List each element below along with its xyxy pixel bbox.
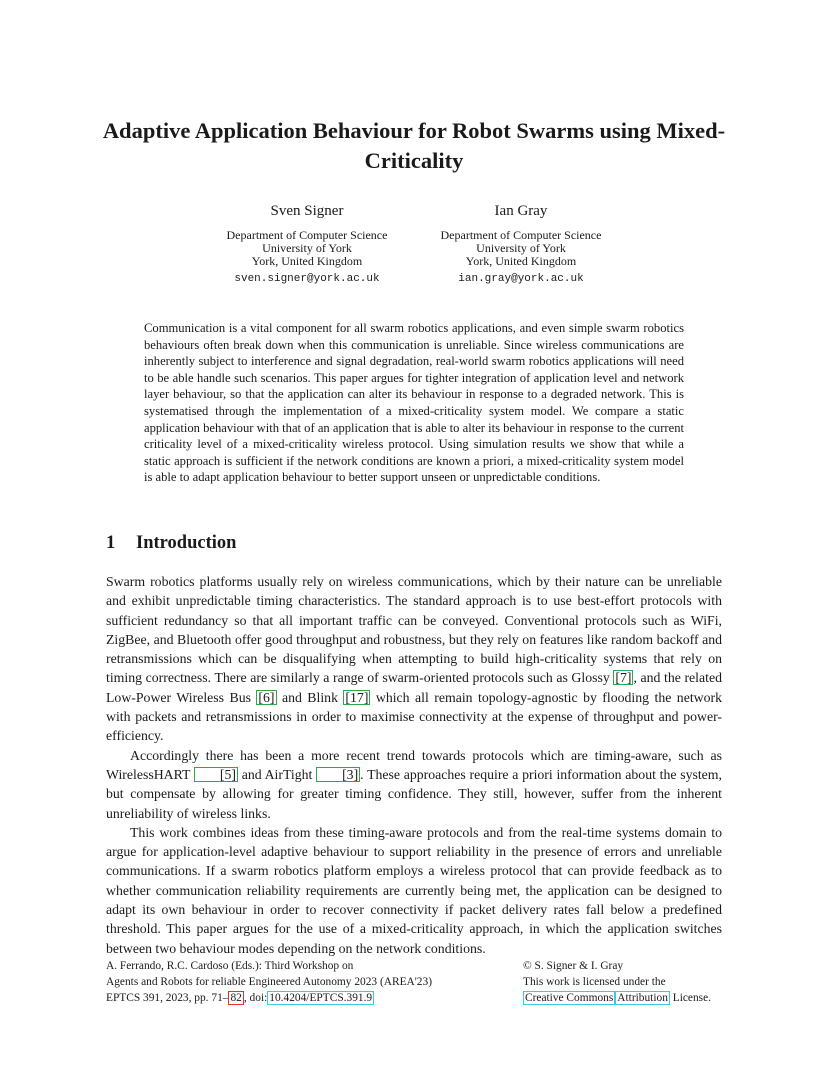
paragraph-text: Accordingly there has been a more recent trend towards protocols which are timing-aware, such as WirelessHART <box>106 747 722 782</box>
footer-publication-info <box>106 958 506 1007</box>
author-block-1 <box>197 201 417 286</box>
paragraph-text: . These approaches require a priori information about the system, but compensate by allowing for greater timing confidence. They still, however, suffer from the inherent unreliability of wireless links. <box>106 766 722 821</box>
citation-link[interactable]: [3] <box>316 767 360 782</box>
author-location: York, United Kingdom <box>465 254 577 268</box>
author-department: Department of Computer Science <box>440 228 602 242</box>
author-name: Sven Signer <box>270 203 344 219</box>
attribution-link[interactable]: Attribution <box>617 992 668 1005</box>
paragraph-text: , and the related Low-Power Wireless Bus <box>106 670 722 705</box>
license-suffix: License. <box>669 992 712 1005</box>
paragraph-text: and Blink <box>276 689 344 705</box>
author-email: ian.gray@york.ac.uk <box>458 273 584 285</box>
section-body <box>106 572 722 958</box>
section-title: Introduction <box>136 533 237 553</box>
author-block-2 <box>411 201 631 286</box>
footer-editors: A. Ferrando, R.C. Cardoso (Eds.): Third Workshop on <box>106 960 354 972</box>
section-number: 1 <box>106 533 116 553</box>
footer-license-info <box>523 958 743 1007</box>
footer-workshop: Agents and Robots for reliable Engineered Autonomy 2023 (AREA'23) <box>106 976 432 989</box>
paragraph-1 <box>106 572 722 746</box>
paragraph-3: This work combines ideas from these timing-aware protocols and from the real-time systems domain to argue for application-level adaptive behaviour to support reliability in the presence of errors and unreliable communications. If a swarm robotics platform employs a wireless protocol that can provide feedback as to whether communication reliability requirements are currently being met, the application can be designed to adapt its own behaviour in order to recover connectivity if packet delivery rates fall below a predefined threshold. This paper argues for the use of a mixed-criticality approach, in which the application switches between two behaviour modes depending on the network conditions. <box>106 824 722 956</box>
author-email: sven.signer@york.ac.uk <box>234 273 380 285</box>
author-department: Department of Computer Science <box>226 228 388 242</box>
citation-link[interactable]: [17] <box>345 689 369 705</box>
paragraph-text: which all remain topology-agnostic by flooding the network with packets and retransmissions in order to maximise connectivity at the expense of throughput and power-efficiency. <box>106 689 723 744</box>
paragraph-text: and AirTight <box>238 766 317 782</box>
paragraph-2 <box>106 746 722 823</box>
creative-commons-link[interactable]: Creative Commons <box>525 992 614 1005</box>
citation-link[interactable]: [7] <box>615 670 632 686</box>
footer-copyright: © S. Signer & I. Gray <box>523 960 624 972</box>
footer-license-line: This work is licensed under the <box>523 976 666 989</box>
paragraph-text: Swarm robotics platforms usually rely on wireless communications, which by their nature can be unreliable and exhibit unpredictable timing characteristics. The standard approach is to use best-effort protocols with sufficient redundancy so that all important traffic can be conveyed. Conventional protocols such as WiFi, ZigBee, and Bluetooth offer good throughput and robustness, but they rely on features like random backoff and retransmissions which can be disqualifying when attempting to build high-criticality systems that rely on timing correctness. There are similarly a range of swarm-oriented protocols such as Glossy <box>106 574 722 686</box>
doi-link[interactable]: 10.4204/EPTCS.391.9 <box>269 992 373 1005</box>
footer-eptcs-prefix: EPTCS 391, 2023, pp. 71– <box>106 992 229 1005</box>
author-name: Ian Gray <box>494 203 548 219</box>
author-location: York, United Kingdom <box>251 254 363 268</box>
section-heading <box>106 531 236 555</box>
citation-link[interactable]: [5] <box>194 767 238 782</box>
author-university: University of York <box>476 241 566 255</box>
abstract: Communication is a vital component for all swarm robotics applications, and even simple swarm robotics behaviours often break down when this communication is unreliable. Since wireless communications are inherently subject to interference and signal degradation, real-world swarm robotics applications will need to be able handle such scenarios. This paper argues for tighter integration of application level and network layer behaviour, so that the application can alter its behaviour in response to a degraded network. This is systematised through the implementation of a mixed-criticality system model. We compare a static application behaviour with that of an application that is able to alter its behaviour in response to the current criticality level of a mixed-criticality wireless protocol. Using simulation results we show that while a static approach is sufficient if the network conditions are known a priori, a mixed-criticality system model is able to adapt application behaviour to better support unseen or unpredictable conditions. <box>144 321 684 485</box>
footer-license-links <box>523 990 743 1006</box>
author-university: University of York <box>262 241 352 255</box>
paper-title: Adaptive Application Behaviour for Robot Swarms using Mixed-Criticality <box>102 118 726 173</box>
citation-link[interactable]: [6] <box>258 689 275 705</box>
footer-eptcs <box>106 990 506 1006</box>
footer-doi-prefix: , doi: <box>243 992 268 1005</box>
last-page-link[interactable]: 82 <box>230 992 242 1005</box>
